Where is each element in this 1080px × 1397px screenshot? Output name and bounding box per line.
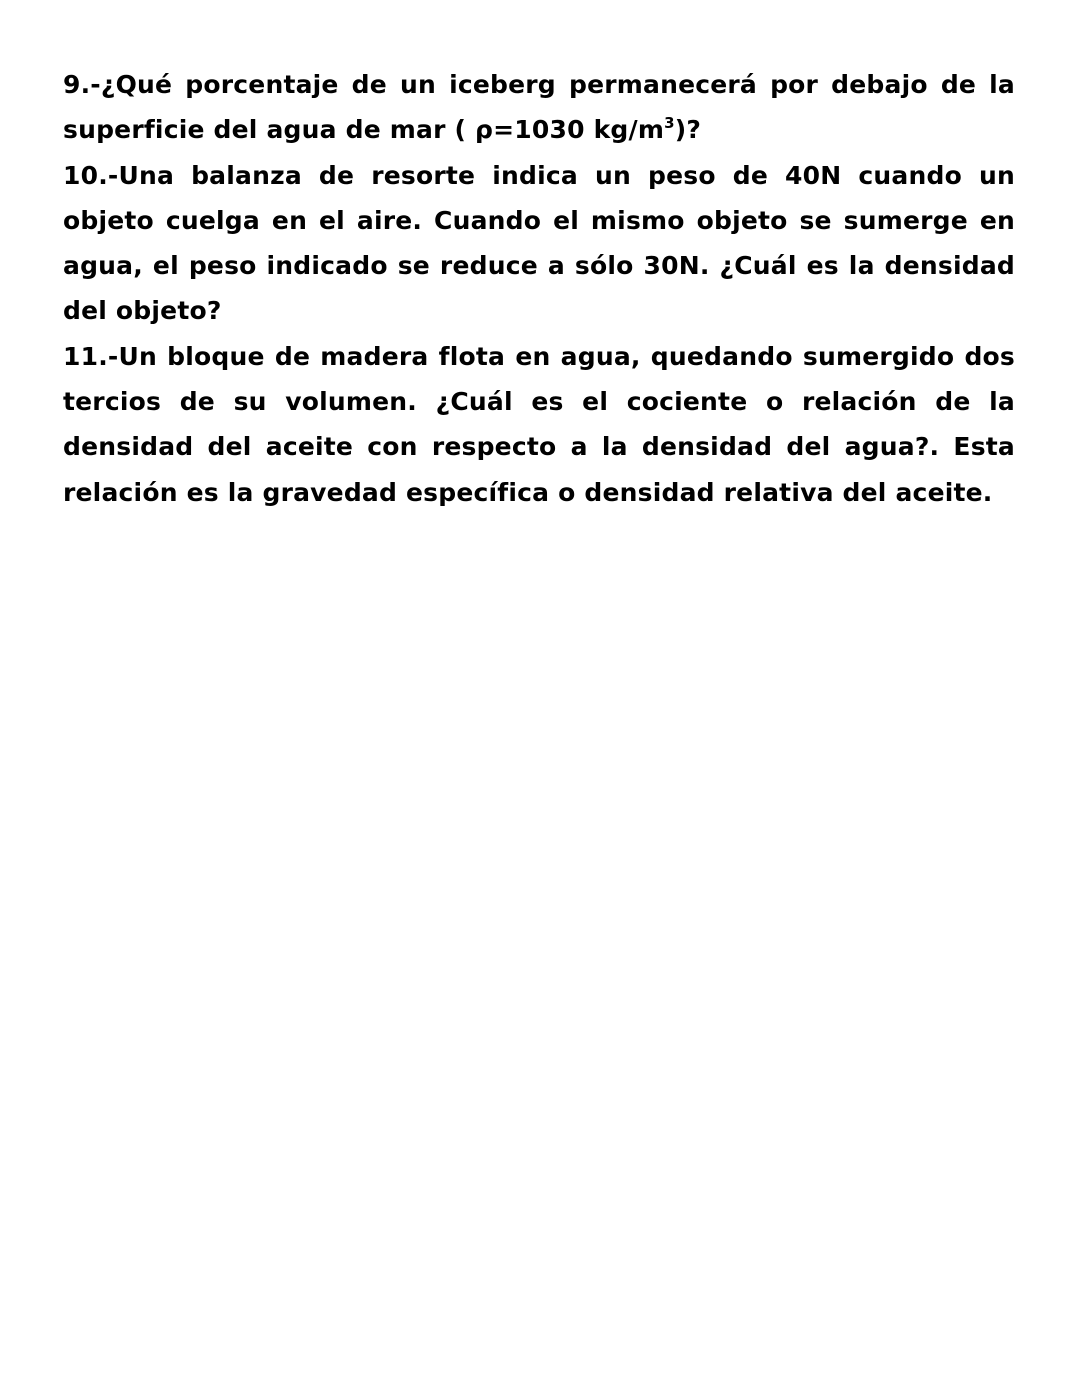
problem-number: 11.- <box>63 341 119 371</box>
problem-number: 10.- <box>63 160 119 190</box>
problem-number: 9.- <box>63 70 101 99</box>
problem-text: Un bloque de madera flota en agua, quedando sumergido dos tercios de su volumen. ¿Cuál es el cociente o relación de la densidad del aceite con respecto a la densidad del agua?. Esta relación es la gravedad específica o densidad relativa del aceite. <box>63 341 1015 507</box>
problem-11 <box>63 334 1015 515</box>
problem-text: Una balanza de resorte indica un peso de 40N cuando un objeto cuelga en el aire. Cuando el mismo objeto se sumerge en agua, el peso indicado se reduce a sólo 30N. ¿Cuál es la densidad del objeto? <box>63 160 1015 326</box>
problem-text-end: )? <box>674 115 702 145</box>
document-page <box>63 62 1015 515</box>
problem-10 <box>63 153 1015 334</box>
problem-9 <box>63 62 1015 153</box>
superscript-exponent: 3 <box>664 114 675 133</box>
problem-text: ¿Qué porcentaje de un iceberg permanecerá por debajo de la superficie del agua de mar ( ρ=1030 kg/m <box>63 70 1015 145</box>
